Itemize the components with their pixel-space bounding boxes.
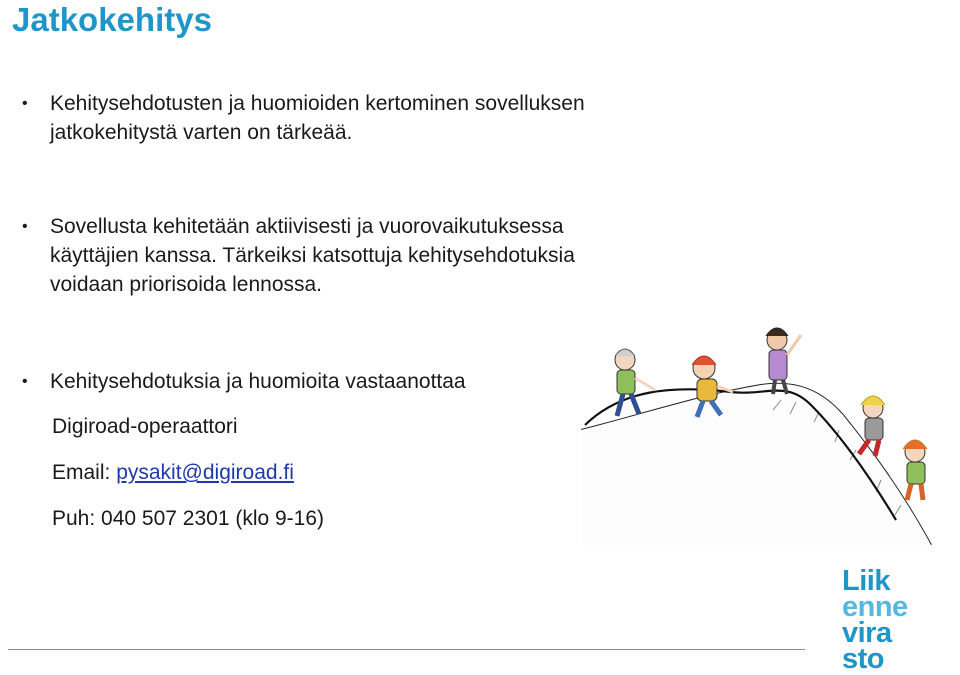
climbing-children-illustration (581, 320, 960, 545)
bullet-line: käyttäjien kanssa. Tärkeiksi katsottuja kehitysehdotuksia (50, 244, 575, 267)
email-link[interactable]: pysakit@digiroad.fi (116, 461, 294, 484)
bullet-line: voidaan priorisoida lennossa. (50, 273, 323, 296)
email-label: Email: (52, 461, 117, 484)
contact-email (52, 459, 294, 487)
logo-line: vira (842, 617, 892, 649)
bullet-line: Kehitysehdotusten ja huomioiden kertominen sovelluksen (50, 92, 585, 115)
bullet-dot-icon: • (22, 373, 28, 390)
bullet-text (50, 212, 575, 299)
slide-title: Jatkokehitys (12, 1, 212, 38)
liikennevirasto-logo (842, 565, 942, 675)
contact-phone: Puh: 040 507 2301 (klo 9-16) (52, 507, 325, 530)
bullet-dot-icon: • (22, 218, 28, 235)
bullet-dot-icon: • (22, 95, 28, 112)
bullet-text (50, 367, 466, 396)
bullet-text (50, 89, 585, 147)
logo-line: Liik (842, 565, 890, 597)
logo-line: enne (842, 591, 908, 623)
logo-line: sto (842, 643, 884, 675)
footer-divider (8, 649, 805, 650)
bullet-line: jatkokehitystä varten on tärkeää. (50, 121, 353, 144)
bullet-line: Kehitysehdotuksia ja huomioita vastaanottaa (50, 370, 466, 393)
bullet-line: Sovellusta kehitetään aktiivisesti ja vuorovaikutuksessa (50, 215, 564, 238)
contact-operator: Digiroad-operaattori (52, 415, 238, 438)
